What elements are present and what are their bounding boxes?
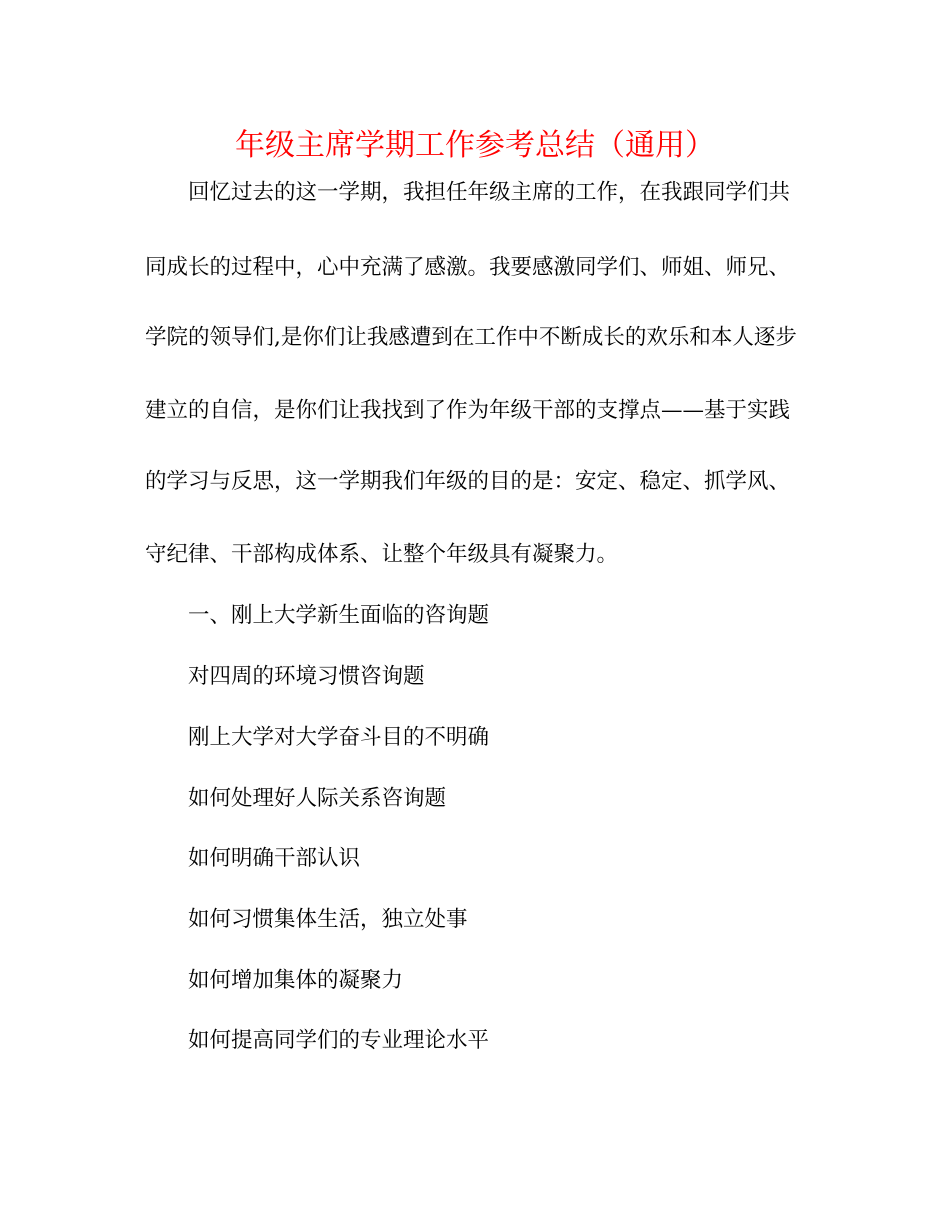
document-title: 年级主席学期工作参考总结（通用） bbox=[235, 128, 715, 163]
list-item: 如何提高同学们的专业理论水平 bbox=[188, 1028, 490, 1053]
list-item: 如何增加集体的凝聚力 bbox=[188, 968, 404, 993]
paragraph-line: 回忆过去的这一学期，我担任年级主席的工作，在我跟同学们共 bbox=[188, 180, 791, 205]
paragraph-line: 同成长的过程中，心中充满了感激。我要感激同学们、师姐、师兄、 bbox=[145, 255, 791, 280]
list-item: 如何习惯集体生活，独立处事 bbox=[188, 907, 468, 932]
paragraph-line: 建立的自信，是你们让我找到了作为年级干部的支撑点——基于实践 bbox=[145, 398, 791, 423]
list-item: 刚上大学对大学奋斗目的不明确 bbox=[188, 725, 490, 750]
section-heading: 一、刚上大学新生面临的咨询题 bbox=[188, 603, 490, 628]
list-item: 如何明确干部认识 bbox=[188, 846, 361, 871]
paragraph-line: 守纪律、干部构成体系、让整个年级具有凝聚力。 bbox=[145, 542, 619, 567]
paragraph-line: 的学习与反思，这一学期我们年级的目的是：安定、稳定、抓学风、 bbox=[145, 469, 791, 494]
list-item: 对四周的环境习惯咨询题 bbox=[188, 664, 425, 689]
paragraph-line: 学院的领导们,是你们让我感遭到在工作中不断成长的欢乐和本人逐步 bbox=[145, 325, 797, 350]
list-item: 如何处理好人际关系咨询题 bbox=[188, 786, 447, 811]
